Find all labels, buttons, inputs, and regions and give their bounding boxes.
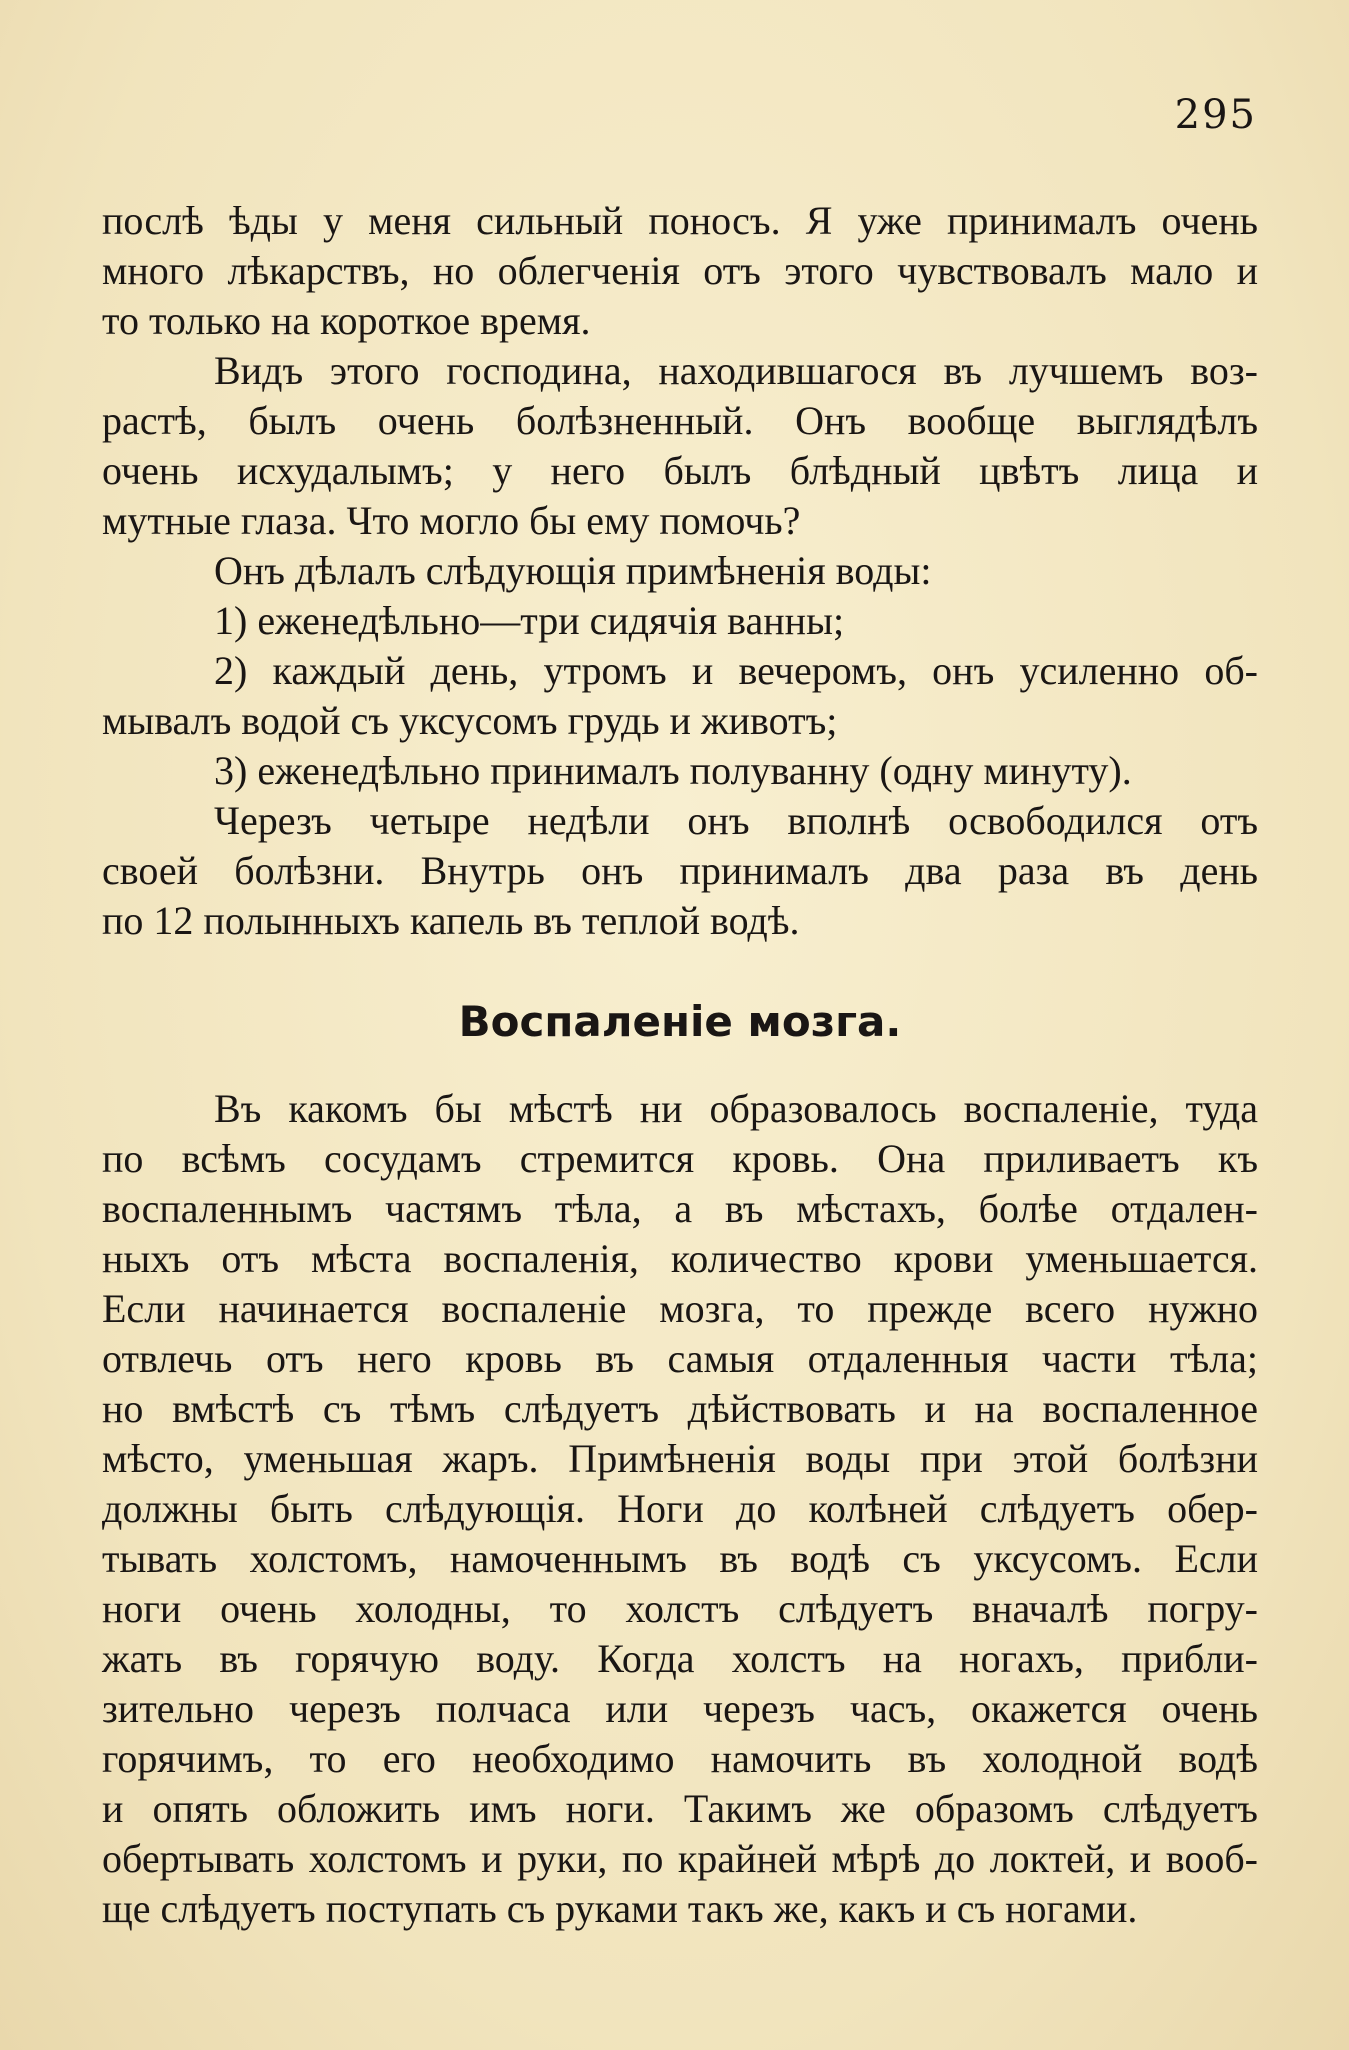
- text-line: своей болѣзни. Внутрь онъ принималъ два раза въ день: [102, 848, 1258, 893]
- text-line: Въ какомъ бы мѣстѣ ни образовалось воспаленіе, туда: [214, 1086, 1258, 1131]
- paragraphs-before-heading: [102, 196, 1258, 946]
- paragraph: [102, 196, 1258, 346]
- text-line: отвлечь отъ него кровь въ самыя отдаленныя части тѣла;: [102, 1336, 1258, 1381]
- text-line: жать въ горячую воду. Когда холстъ на ногахъ, прибли-: [102, 1636, 1258, 1681]
- paragraph: [102, 796, 1258, 946]
- text-line: много лѣкарствъ, но облегченія отъ этого чувствовалъ мало и: [102, 248, 1258, 293]
- text-line: тывать холстомъ, намоченнымъ въ водѣ съ уксусомъ. Если: [102, 1536, 1258, 1581]
- text-line: Черезъ четыре недѣли онъ вполнѣ освободился отъ: [214, 798, 1258, 843]
- paragraphs-after-heading: [102, 1084, 1258, 1934]
- text-line: должны быть слѣдующія. Ноги до колѣней слѣдуетъ обер-: [102, 1486, 1258, 1531]
- text-line: растѣ, былъ очень болѣзненный. Онъ вообще выглядѣлъ: [102, 398, 1258, 443]
- page-text: [102, 196, 1258, 1934]
- list-item: [102, 596, 1258, 646]
- text-line: воспаленнымъ частямъ тѣла, а въ мѣстахъ, болѣе отдален-: [102, 1186, 1258, 1231]
- text-line: ще слѣдуетъ поступать съ руками такъ же, какъ и съ ногами.: [102, 1886, 1138, 1931]
- text-line: мутные глаза. Что могло бы ему помочь?: [102, 498, 801, 543]
- paragraph: [102, 346, 1258, 546]
- text-line: мѣсто, уменьшая жаръ. Примѣненія воды при этой болѣзни: [102, 1436, 1258, 1481]
- text-line: 1) еженедѣльно—три сидячія ванны;: [214, 598, 845, 643]
- text-line: мывалъ водой съ уксусомъ грудь и животъ;: [102, 698, 838, 743]
- page-number: 295: [1174, 92, 1257, 138]
- text-line: ныхъ отъ мѣста воспаленія, количество крови уменьшается.: [102, 1236, 1258, 1281]
- text-line: зительно черезъ полчаса или черезъ часъ, окажется очень: [102, 1686, 1258, 1731]
- text-line: то только на короткое время.: [102, 298, 591, 343]
- text-line: 2) каждый день, утромъ и вечеромъ, онъ усиленно об-: [214, 648, 1258, 693]
- text-line: но вмѣстѣ съ тѣмъ слѣдуетъ дѣйствовать и на воспаленное: [102, 1386, 1258, 1431]
- spacer: [102, 946, 1258, 990]
- text-line: обертывать холстомъ и руки, по крайней мѣрѣ до локтей, и вооб-: [102, 1836, 1258, 1881]
- text-line: Если начинается воспаленіе мозга, то прежде всего нужно: [102, 1286, 1258, 1331]
- text-line: ноги очень холодны, то холстъ слѣдуетъ вначалѣ погру-: [102, 1586, 1258, 1631]
- text-line: Видъ этого господина, находившагося въ лучшемъ воз-: [214, 348, 1258, 393]
- paragraph: [102, 546, 1258, 596]
- text-line: и опять обложить имъ ноги. Такимъ же образомъ слѣдуетъ: [102, 1786, 1258, 1831]
- text-line: очень исхудалымъ; у него былъ блѣдный цвѣтъ лица и: [102, 448, 1258, 493]
- text-line: послѣ ѣды у меня сильный поносъ. Я уже принималъ очень: [102, 198, 1258, 243]
- text-line: по 12 полынныхъ капель въ теплой водѣ.: [102, 898, 800, 943]
- list-item: [102, 746, 1258, 796]
- list-item: [102, 646, 1258, 746]
- section-heading: Воспаленіе мозга.: [458, 997, 902, 1046]
- text-line: 3) еженедѣльно принималъ полуванну (одну минуту).: [214, 748, 1132, 793]
- text-line: по всѣмъ сосудамъ стремится кровь. Она приливаетъ къ: [102, 1136, 1258, 1181]
- paragraph: [102, 1084, 1258, 1934]
- text-line: горячимъ, то его необходимо намочить въ холодной водѣ: [102, 1736, 1258, 1781]
- text-line: Онъ дѣлалъ слѣдующія примѣненія воды:: [214, 548, 932, 593]
